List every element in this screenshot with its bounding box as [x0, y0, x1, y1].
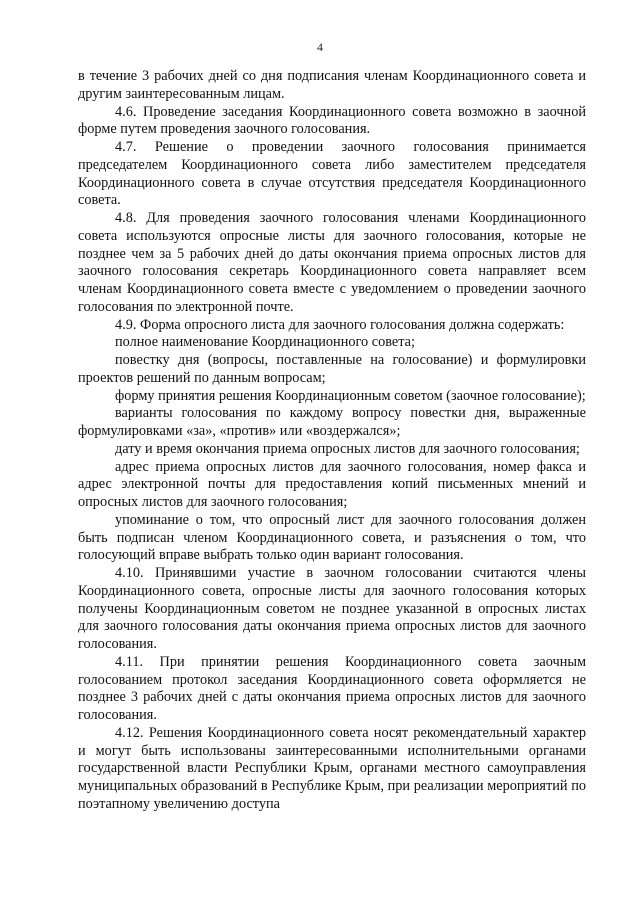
paragraph: дату и время окончания приема опросных листов для заочного голосования;	[115, 440, 580, 457]
paragraph: 4.10. Принявшими участие в заочном голосовании считаются члены Координационного совета, опросные листы для заочного голосования которых получены Координационным советом не позднее указанной в опросных листах для заочного голосования даты окончания приема опросных листов для заочного голосования.	[78, 565, 586, 652]
paragraph: упоминание о том, что опросный лист для заочного голосования должен быть подписан членом Координационного совета, и разъяснения о том, что голосующий вправе выбрать только один вариант голосования.	[78, 511, 586, 564]
paragraph: 4.11. При принятии решения Координационного совета заочным голосованием протокол заседания Координационного совета оформляется не позднее 3 рабочих дней с даты окончания приема опросных листов для заочного голосования.	[78, 653, 586, 723]
page-number: 4	[317, 40, 323, 54]
paragraph: 4.6. Проведение заседания Координационного совета возможно в заочной форме путем проведения заочного голосования.	[78, 103, 586, 138]
paragraph: 4.9. Форма опросного листа для заочного голосования должна содержать:	[115, 316, 565, 333]
paragraph: форму принятия решения Координационным советом (заочное голосование);	[115, 387, 586, 404]
document-body	[78, 68, 586, 814]
paragraph: полное наименование Координационного совета;	[115, 334, 415, 351]
paragraph: варианты голосования по каждому вопросу повестки дня, выраженные формулировками «за», «против» или «воздержался»;	[78, 405, 586, 439]
paragraph: повестку дня (вопросы, поставленные на голосование) и формулировки проектов решений по данным вопросам;	[78, 352, 586, 386]
paragraph: 4.12. Решения Координационного совета носят рекомендательный характер и могут быть использованы заинтересованными исполнительными органами государственной власти Республики Крым, органами местного самоуправления муниципальных образований в Республике Крым, при реализации мероприятий по поэтапному увеличению доступа	[78, 724, 586, 812]
paragraph: в течение 3 рабочих дней со дня подписания членам Координационного совета и другим заинтересованным лицам.	[78, 68, 586, 102]
paragraph: адрес приема опросных листов для заочного голосования, номер факса и адрес электронной почты для предоставления копий письменных мнений и опросных листов для заочного голосования;	[78, 458, 586, 510]
paragraph: 4.8. Для проведения заочного голосования членами Координационного совета используются опросные листы для заочного голосования, которые не позднее чем за 5 рабочих дней до даты окончания приема опросных листов для заочного голосования секретарь Координационного совета направляет всем членам Координационного совета вместе с уведомлением о проведении заочного голосования по электронной почте.	[78, 210, 586, 315]
paragraph: 4.7. Решение о проведении заочного голосования принимается председателем Координационного совета либо заместителем председателя Координационного совета в случае отсутствия председателя Координационного совета.	[78, 139, 586, 209]
